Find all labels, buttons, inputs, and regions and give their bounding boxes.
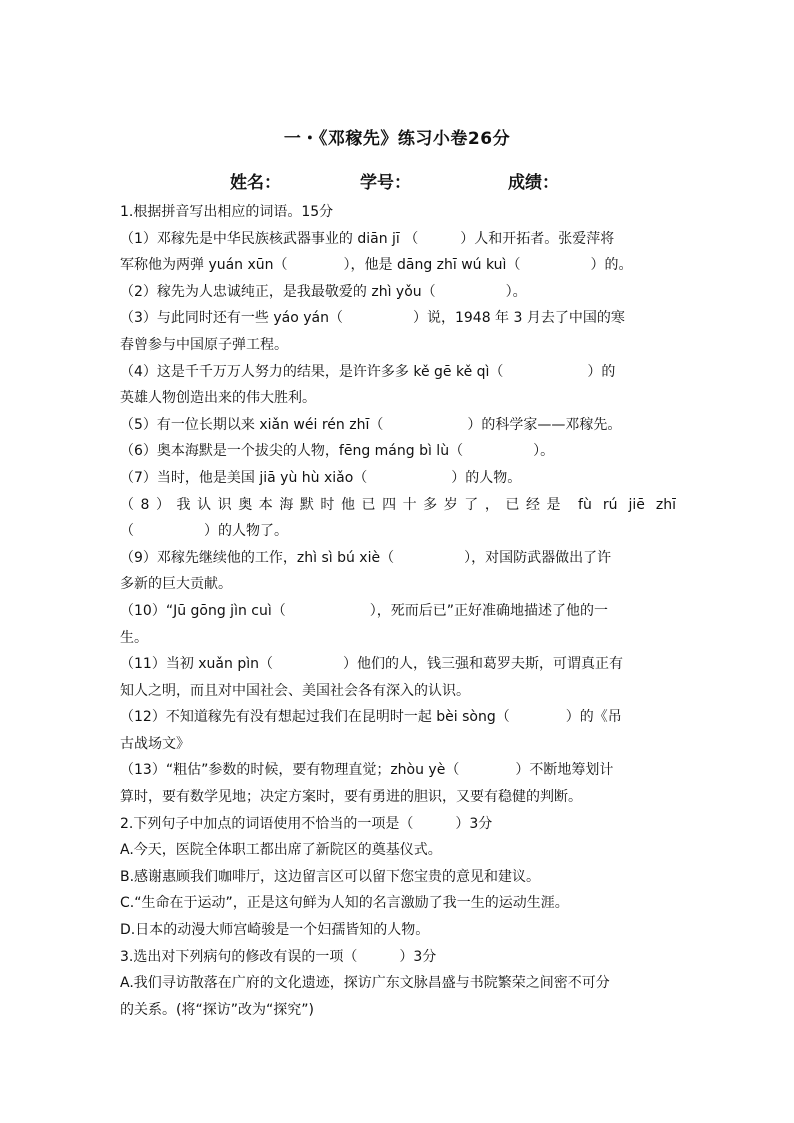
- question-line: （ ）的人物了。: [120, 523, 288, 540]
- question-line: （10）“Jū gōng jìn cuì（ ），死而后已”正好准确地描述了他的一: [120, 602, 608, 619]
- question-line: 多新的巨大贡献。: [120, 576, 232, 593]
- option-a: A.今天，医院全体职工都出席了新院区的奠基仪式。: [120, 842, 442, 859]
- question-line: 算时，要有数学见地；决定方案时，要有勇进的胆识，又要有稳健的判断。: [120, 789, 582, 806]
- question-line: （6）奥本海默是一个拔尖的人物，fēng máng bì lù（ ）。: [120, 443, 555, 460]
- score-label: 成绩：: [508, 173, 559, 193]
- question-line: 军称他为两弹 yuán xūn（ ），他是 dāng zhī wú kuì（ ）的。: [120, 257, 633, 274]
- question-line: （4）这是千千万万人努力的结果，是许许多多 kě gē kě qì（ ）的: [120, 363, 616, 380]
- question-content: [120, 199, 676, 1023]
- question-line: （1）邓稼先是中华民族核武器事业的 diān jī （ ）人和开拓者。张爱萍将: [120, 230, 615, 247]
- question-line: （2）稼先为人忠诚纯正，是我最敬爱的 zhì yǒu（ ）。: [120, 283, 527, 300]
- question-line: （11）当初 xuǎn pìn（ ）他们的人，钱三强和葛罗夫斯，可谓真正有: [120, 656, 623, 673]
- question-line: 春曾参与中国原子弹工程。: [120, 336, 288, 353]
- option-c: C.“生命在于运动”，正是这句鲜为人知的名言激励了我一生的运动生涯。: [120, 895, 569, 912]
- question-line: 生。: [120, 629, 148, 646]
- question-line: 古战场文》: [120, 735, 190, 752]
- option-a-continued: 的关系。(将“探访”改为“探究”): [120, 1001, 314, 1018]
- question-line: （5）有一位长期以来 xiǎn wéi rén zhī（ ）的科学家——邓稼先。: [120, 416, 622, 433]
- question-line: （3）与此同时还有一些 yáo yán（ ）说，1948 年 3 月去了中国的寒: [120, 310, 625, 327]
- option-d: D.日本的动漫大师宫崎骏是一个妇孺皆知的人物。: [120, 922, 430, 939]
- question-line: （12）不知道稼先有没有想起过我们在昆明时一起 bèi sòng（ ）的《吊: [120, 709, 622, 726]
- question-line: （9）邓稼先继续他的工作，zhì sì bú xiè（ ），对国防武器做出了许: [120, 549, 612, 566]
- option-b: B.感谢惠顾我们咖啡厅，这边留言区可以留下您宝贵的意见和建议。: [120, 868, 541, 885]
- name-label: 姓名：: [230, 173, 281, 193]
- student-info-row: [0, 168, 794, 194]
- option-a: A.我们寻访散落在广府的文化遗迹，探访广东文脉昌盛与书院繁荣之间密不可分: [120, 975, 610, 992]
- question-line: （7）当时，他是美国 jiā yù hù xiǎo（ ）的人物。: [120, 469, 522, 486]
- section-2-heading: 2.下列句子中加点的词语使用不恰当的一项是（ ）3分: [120, 815, 493, 832]
- question-line: 知人之明，而且对中国社会、美国社会各有深入的认识。: [120, 682, 470, 699]
- question-line: 英雄人物创造出来的伟大胜利。: [120, 390, 316, 407]
- section-1-heading: 1.根据拼音写出相应的词语。15分: [120, 204, 334, 220]
- question-line: （13）“粗估”参数的时候，要有物理直觉；zhòu yè（ ）不断地筹划计: [120, 762, 614, 779]
- student-id-label: 学号：: [360, 173, 411, 193]
- question-line: （8）我认识奥本海默时他已四十多岁了，已经是 fù rú jiē zhī: [120, 496, 676, 513]
- page-title: 一・《邓稼先》练习小卷26分: [283, 129, 511, 149]
- section-3-heading: 3.选出对下列病句的修改有误的一项（ ）3分: [120, 948, 437, 965]
